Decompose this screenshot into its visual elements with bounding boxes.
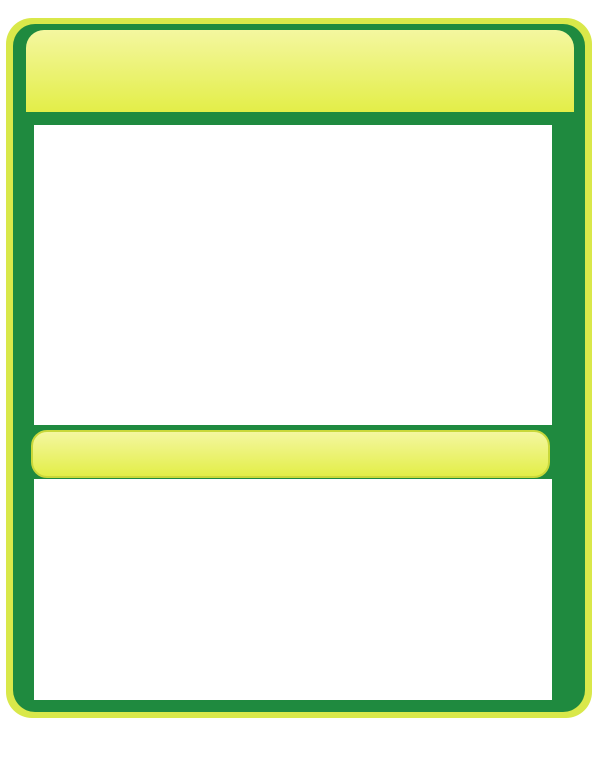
squares-table [34, 125, 552, 425]
title-band [26, 30, 574, 112]
powers-title-band [31, 430, 550, 478]
powers-table [34, 479, 552, 700]
